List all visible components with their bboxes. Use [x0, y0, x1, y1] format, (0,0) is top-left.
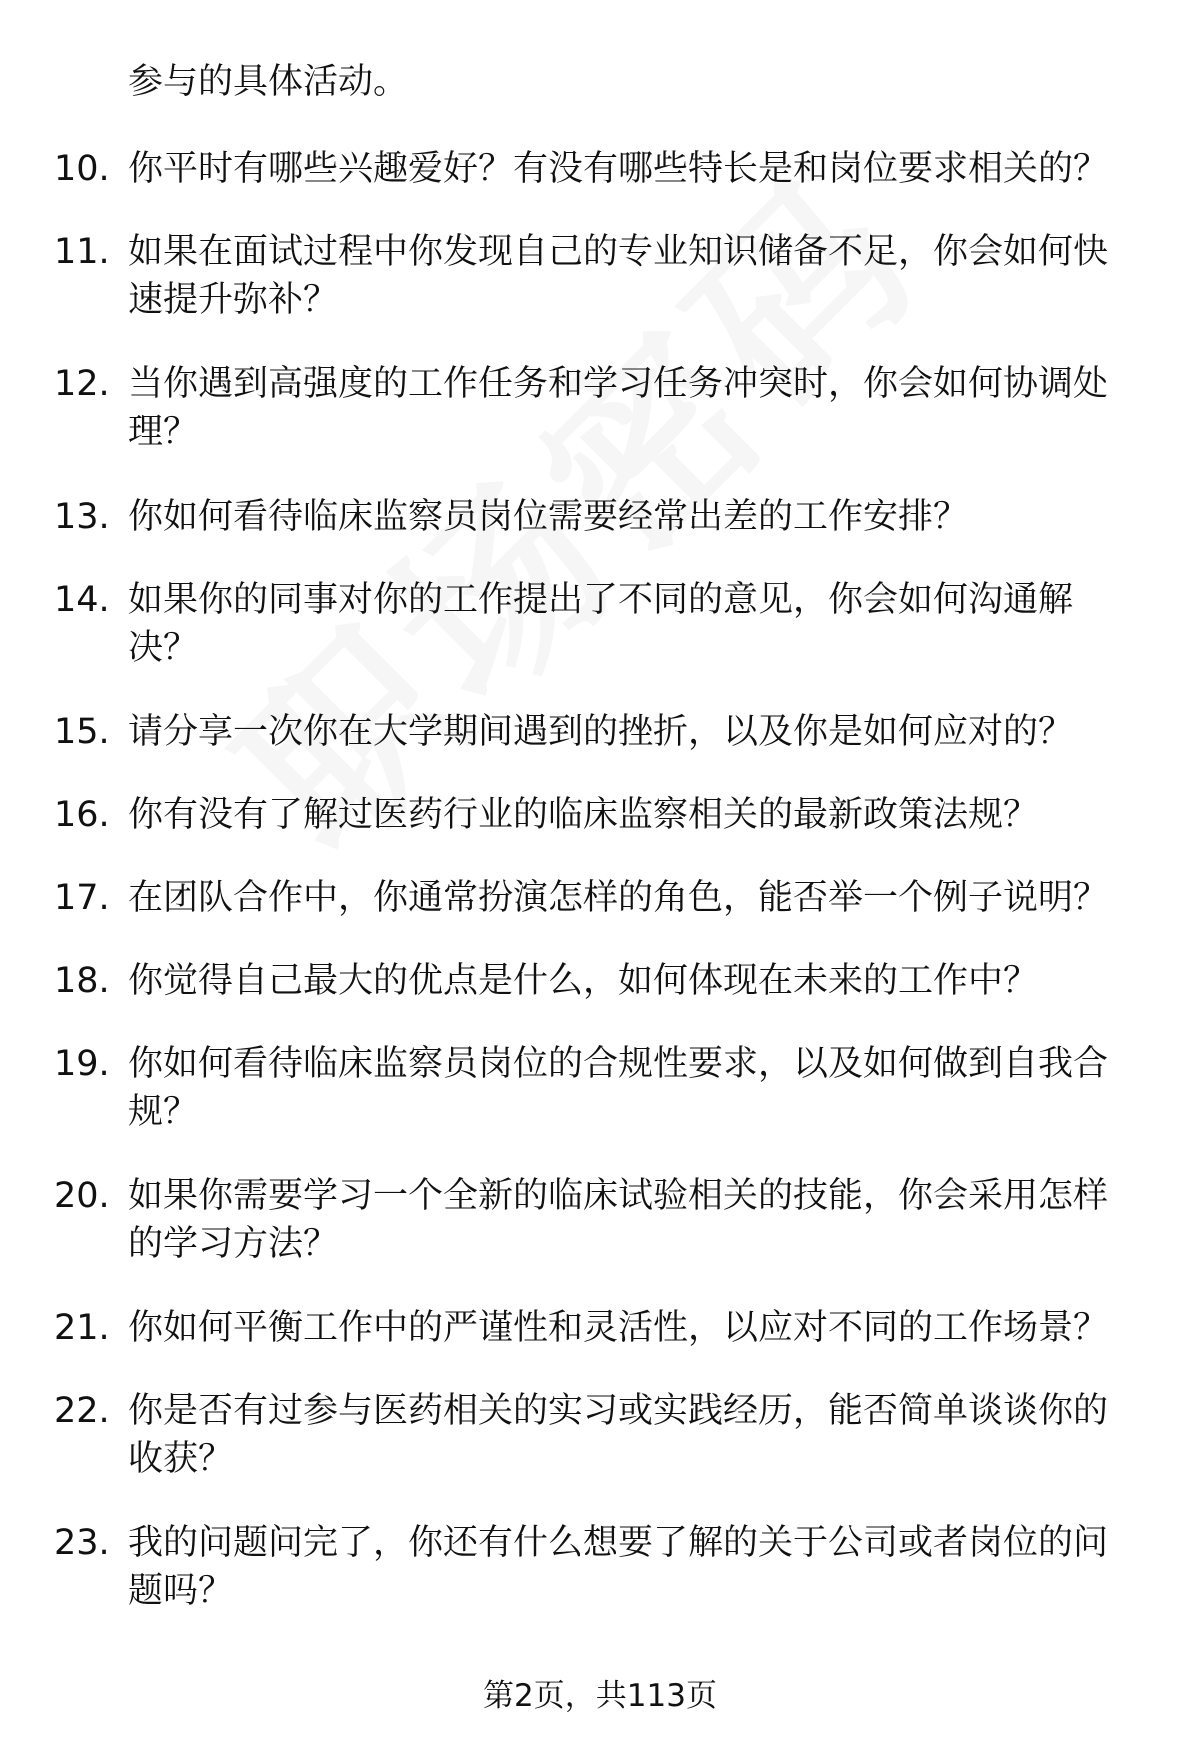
question-number: 22.: [54, 1391, 110, 1431]
question-text: 我的问题问完了，你还有什么想要了解的关于公司或者岗位的问题吗？: [128, 1523, 1109, 1611]
question-number: 16.: [54, 795, 110, 835]
question-number: 18.: [54, 961, 110, 1001]
question-number: 14.: [54, 580, 110, 620]
question-text: 在团队合作中，你通常扮演怎样的角色，能否举一个例子说明？: [128, 878, 1109, 918]
question-text: 如果你需要学习一个全新的临床试验相关的技能，你会采用怎样的学习方法？: [128, 1176, 1109, 1264]
question-text: 你如何平衡工作中的严谨性和灵活性，以应对不同的工作场景？: [128, 1308, 1109, 1348]
question-number: 11.: [54, 232, 110, 272]
question-text: 如果你的同事对你的工作提出了不同的意见，你会如何沟通解决？: [128, 580, 1074, 668]
continuation-text: 参与的具体活动。: [128, 62, 409, 102]
page-footer: 第2页，共113页: [483, 1678, 717, 1714]
question-number: 12.: [54, 364, 110, 404]
question-number: 15.: [54, 712, 110, 752]
question-text: 当你遇到高强度的工作任务和学习任务冲突时，你会如何协调处理？: [128, 364, 1109, 452]
question-text: 你如何看待临床监察员岗位的合规性要求，以及如何做到自我合规？: [128, 1044, 1109, 1132]
question-number: 23.: [54, 1523, 110, 1563]
question-text: 你如何看待临床监察员岗位需要经常出差的工作安排？: [128, 497, 969, 537]
question-text: 你觉得自己最大的优点是什么，如何体现在未来的工作中？: [128, 961, 1039, 1001]
question-number: 17.: [54, 878, 110, 918]
question-text: 你有没有了解过医药行业的临床监察相关的最新政策法规？: [128, 795, 1039, 835]
question-text: 你平时有哪些兴趣爱好？有没有哪些特长是和岗位要求相关的？: [128, 149, 1109, 189]
question-text: 如果在面试过程中你发现自己的专业知识储备不足，你会如何快速提升弥补？: [128, 232, 1109, 320]
question-number: 20.: [54, 1176, 110, 1216]
question-number: 21.: [54, 1308, 110, 1348]
question-number: 13.: [54, 497, 110, 537]
question-text: 请分享一次你在大学期间遇到的挫折，以及你是如何应对的？: [128, 712, 1074, 752]
question-text: 你是否有过参与医药相关的实习或实践经历，能否简单谈谈你的收获？: [128, 1391, 1109, 1479]
question-number: 19.: [54, 1044, 110, 1084]
question-number: 10.: [54, 149, 110, 189]
